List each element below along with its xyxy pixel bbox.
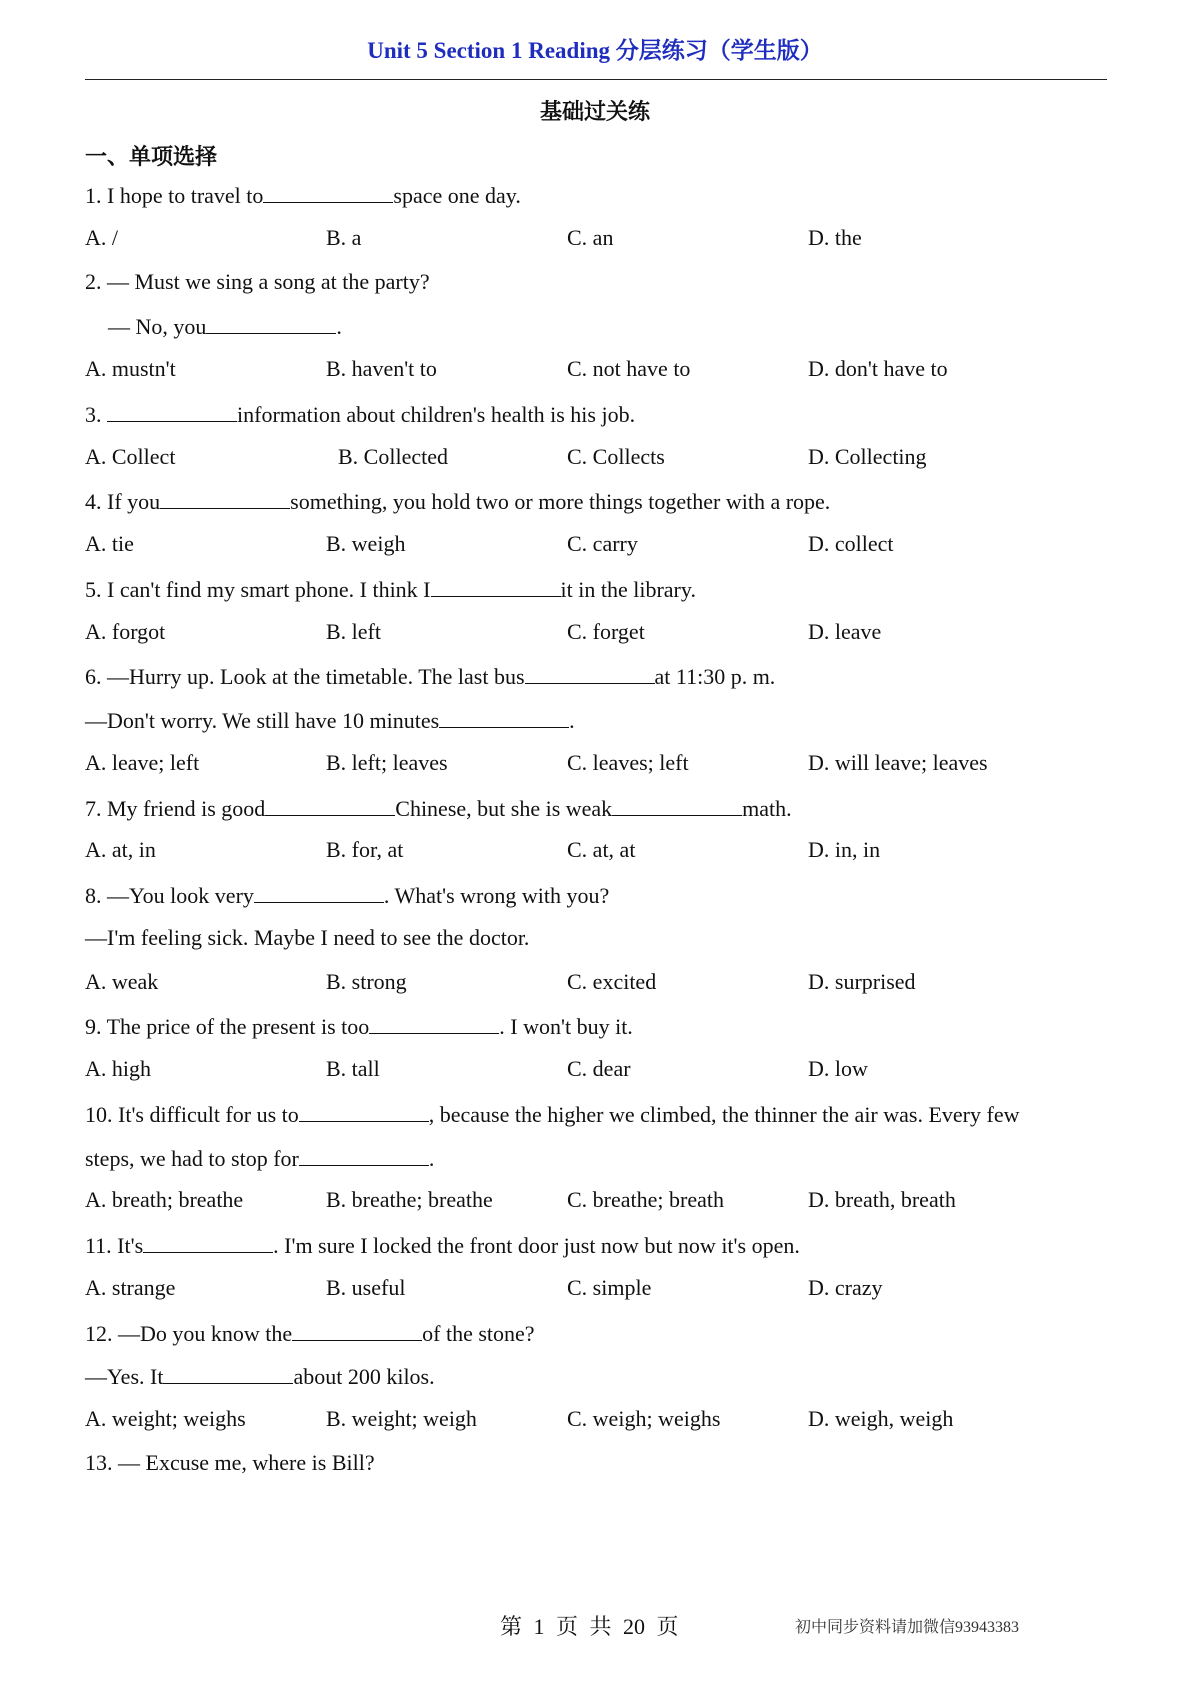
question-4-option-A: A. tie xyxy=(85,531,134,556)
question-text: of the stone? xyxy=(422,1320,535,1346)
question-text: about 200 kilos. xyxy=(293,1364,435,1390)
question-12-option-D: D. weigh, weigh xyxy=(808,1406,954,1431)
question-text: . xyxy=(428,1145,435,1171)
question-12-line-1 xyxy=(85,1318,535,1348)
question-9-line-1 xyxy=(85,1011,633,1041)
question-text: information about children's health is his job. xyxy=(237,401,636,427)
answer-blank xyxy=(163,1361,293,1384)
section-heading: 基础过关练 xyxy=(539,99,650,124)
question-text: 4. If you xyxy=(85,489,161,515)
question-text: at 11:30 p. m. xyxy=(654,664,776,690)
answer-blank xyxy=(160,486,290,509)
question-text: —Yes. It xyxy=(85,1364,164,1390)
header-divider xyxy=(85,79,1107,80)
question-11-option-C: C. simple xyxy=(567,1274,652,1300)
answer-blank xyxy=(107,399,237,422)
question-3-line-1 xyxy=(85,399,635,429)
answer-blank xyxy=(612,793,742,816)
question-8-option-C: C. excited xyxy=(567,968,657,994)
question-text: 1. I hope to travel to xyxy=(85,183,264,208)
question-9-option-B: B. tall xyxy=(326,1056,380,1081)
question-5-line-1 xyxy=(85,574,696,604)
question-5-option-D: D. leave xyxy=(808,618,882,644)
question-6-option-D: D. will leave; leaves xyxy=(808,749,988,775)
question-2-option-B: B. haven't to xyxy=(326,356,437,381)
question-3-option-C: C. Collects xyxy=(567,443,665,469)
question-12-option-B: B. weight; weigh xyxy=(326,1406,477,1431)
question-text: . I'm sure I locked the front door just now but now it's open. xyxy=(273,1233,800,1258)
answer-blank xyxy=(439,705,569,728)
question-9-option-D: D. low xyxy=(808,1056,868,1081)
footer-note: 初中同步资料请加微信93943383 xyxy=(795,1619,1020,1636)
question-text: something, you hold two or more things together with a rope. xyxy=(290,489,831,515)
question-text: 13. — Excuse me, where is Bill? xyxy=(85,1449,375,1475)
question-text: steps, we had to stop for xyxy=(85,1145,299,1171)
question-2-option-A: A. mustn't xyxy=(85,356,176,381)
question-text: 10. It's difficult for us to xyxy=(85,1101,299,1127)
question-7-option-C: C. at, at xyxy=(567,837,636,863)
question-10-option-A: A. breath; breathe xyxy=(85,1187,244,1213)
question-5-option-B: B. left xyxy=(326,618,381,644)
question-text: . I won't buy it. xyxy=(499,1014,633,1040)
question-4-option-C: C. carry xyxy=(567,531,638,556)
question-13-line-1 xyxy=(85,1449,375,1477)
answer-blank xyxy=(369,1011,499,1034)
question-text: . What's wrong with you? xyxy=(383,883,610,908)
answer-blank xyxy=(292,1318,422,1341)
question-12-option-C: C. weigh; weighs xyxy=(567,1406,721,1431)
question-10-option-B: B. breathe; breathe xyxy=(326,1187,493,1213)
question-1-option-B: B. a xyxy=(326,224,362,250)
question-1-option-D: D. the xyxy=(808,224,862,250)
question-text: 7. My friend is good xyxy=(85,795,266,821)
question-3-option-D: D. Collecting xyxy=(808,443,927,469)
question-9-option-A: A. high xyxy=(85,1056,151,1081)
question-4-line-1 xyxy=(85,486,830,516)
question-1-option-A: A. / xyxy=(85,224,118,250)
question-text: 6. —Hurry up. Look at the timetable. The last bus xyxy=(85,664,525,690)
question-6-line-2 xyxy=(85,705,575,735)
question-7-option-B: B. for, at xyxy=(326,837,404,863)
question-text: 12. —Do you know the xyxy=(85,1320,293,1346)
answer-blank xyxy=(206,311,336,334)
answer-blank xyxy=(299,1143,429,1166)
question-8-line-1 xyxy=(85,880,609,910)
question-text: 3. xyxy=(85,401,107,427)
question-7-option-D: D. in, in xyxy=(808,837,881,863)
answer-blank xyxy=(525,661,655,684)
question-11-option-A: A. strange xyxy=(85,1274,176,1300)
question-text: —I'm feeling sick. Maybe I need to see the doctor. xyxy=(85,924,530,950)
question-text: 5. I can't find my smart phone. I think I xyxy=(85,576,431,602)
question-9-option-C: C. dear xyxy=(567,1056,631,1081)
question-1-line-1 xyxy=(85,180,521,210)
question-text: —Don't worry. We still have 10 minutes xyxy=(85,708,440,733)
question-text: . xyxy=(569,708,575,733)
question-text: 11. It's xyxy=(85,1233,144,1258)
question-2-line-1 xyxy=(85,268,430,296)
question-7-line-1 xyxy=(85,793,792,823)
question-6-option-B: B. left; leaves xyxy=(326,749,448,775)
question-2-option-D: D. don't have to xyxy=(808,356,948,381)
question-11-line-1 xyxy=(85,1230,800,1260)
question-2-line-2 xyxy=(108,311,342,341)
question-6-option-A: A. leave; left xyxy=(85,749,200,775)
question-10-line-1 xyxy=(85,1099,1019,1129)
question-text: 2. — Must we sing a song at the party? xyxy=(85,268,430,294)
question-text: 9. The price of the present is too xyxy=(85,1014,370,1040)
question-12-line-2 xyxy=(85,1361,435,1391)
question-12-option-A: A. weight; weighs xyxy=(85,1406,246,1431)
question-8-line-2 xyxy=(85,924,529,952)
answer-blank xyxy=(265,793,395,816)
question-4-option-D: D. collect xyxy=(808,531,894,556)
question-text: it in the library. xyxy=(560,576,696,602)
question-8-option-B: B. strong xyxy=(326,968,407,994)
question-7-option-A: A. at, in xyxy=(85,837,156,863)
question-text: Chinese, but she is weak xyxy=(395,795,613,821)
question-10-option-C: C. breathe; breath xyxy=(567,1187,724,1213)
question-10-line-2 xyxy=(85,1143,434,1173)
answer-blank xyxy=(431,574,561,597)
question-text: — No, you xyxy=(108,314,207,340)
question-text: space one day. xyxy=(393,183,521,208)
question-text: , because the higher we climbed, the thinner the air was. Every few xyxy=(428,1101,1020,1127)
header-title: Unit 5 Section 1 Reading 分层练习（学生版） xyxy=(367,38,823,63)
question-3-option-A: A. Collect xyxy=(85,443,176,469)
question-11-option-B: B. useful xyxy=(326,1274,406,1300)
question-text: math. xyxy=(742,795,792,821)
answer-blank xyxy=(143,1230,273,1253)
answer-blank xyxy=(263,180,393,203)
page-number: 第 1 页 共 20 页 xyxy=(500,1614,679,1639)
question-8-option-A: A. weak xyxy=(85,968,159,994)
answer-blank xyxy=(254,880,384,903)
question-5-option-C: C. forget xyxy=(567,618,645,644)
answer-blank xyxy=(299,1099,429,1122)
question-6-option-C: C. leaves; left xyxy=(567,749,689,775)
question-11-option-D: D. crazy xyxy=(808,1274,883,1300)
question-3-option-B: B. Collected xyxy=(338,443,448,469)
question-6-line-1 xyxy=(85,661,775,691)
question-text: 8. —You look very xyxy=(85,883,254,908)
question-4-option-B: B. weigh xyxy=(326,531,406,556)
question-1-option-C: C. an xyxy=(567,224,614,250)
question-text: . xyxy=(336,314,342,340)
question-5-option-A: A. forgot xyxy=(85,618,166,644)
question-2-option-C: C. not have to xyxy=(567,356,691,381)
question-8-option-D: D. surprised xyxy=(808,968,916,994)
part-heading: 一、单项选择 xyxy=(85,144,218,169)
question-10-option-D: D. breath, breath xyxy=(808,1187,956,1213)
